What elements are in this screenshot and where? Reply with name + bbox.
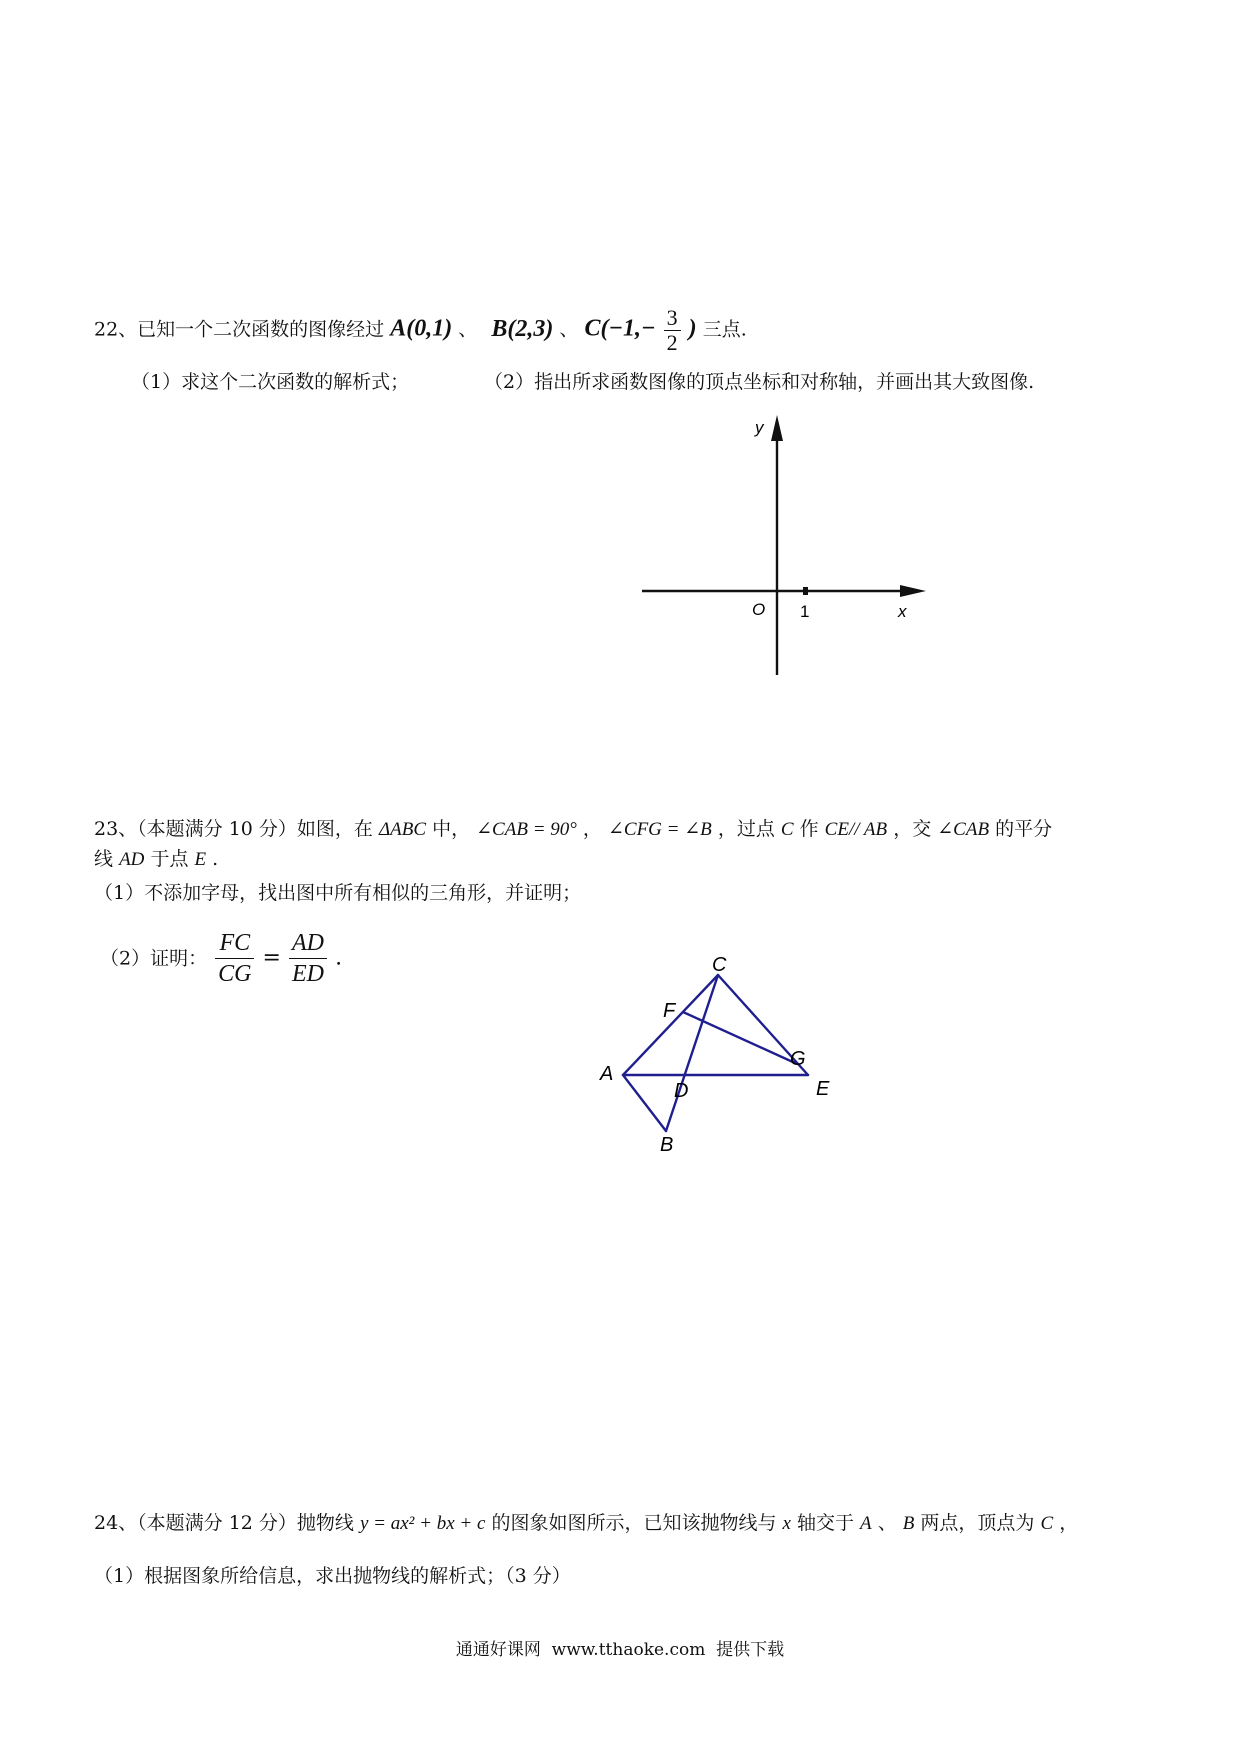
q22-point-a: A(0,1) xyxy=(390,315,453,342)
q22-statement xyxy=(94,306,747,355)
q23-line1-e: ，交 xyxy=(893,818,932,840)
q23-part1: （1）不添加字母，找出图中所有相似的三角形，并证明； xyxy=(94,882,582,904)
q23-angle-bisected: ∠CAB xyxy=(937,819,990,840)
q23-segment-fg xyxy=(683,1012,795,1063)
q24-line1-a: 24、（本题满分 12 分）抛物线 xyxy=(94,1512,354,1534)
q22-part2: （2）指出所求函数图像的顶点坐标和对称轴，并画出其大致图像. xyxy=(484,371,1035,393)
q23-triangle-figure xyxy=(590,955,870,1155)
q24-part1: （1）根据图象所给信息，求出抛物线的解析式；（3 分） xyxy=(94,1565,571,1587)
q23-line1-c: ，过点 xyxy=(717,818,775,840)
q22-origin-label: O xyxy=(752,600,766,619)
q23-angle-cfg: ∠CFG = ∠B xyxy=(607,819,712,840)
q23-fraction-fc-cg xyxy=(215,928,254,989)
q24-line1 xyxy=(94,1510,1078,1537)
q24-line1-b: 的图象如图所示，已知该抛物线与 xyxy=(491,1512,777,1534)
q23-frac1-num: FC xyxy=(219,930,251,956)
q22-point-c-suffix: ) xyxy=(688,315,697,342)
q22-y-arrowhead xyxy=(771,415,783,441)
q22-tick-label: 1 xyxy=(800,602,810,621)
q23-label-f: F xyxy=(663,1000,676,1022)
q22-intro: 22、已知一个二次函数的图像经过 xyxy=(94,318,385,341)
q24-point-b: B xyxy=(902,1513,915,1534)
q23-line1-a: 23、（本题满分 10 分）如图，在 xyxy=(94,818,373,840)
q23-frac2-den: ED xyxy=(289,958,327,989)
q23-line1-f: 的平分 xyxy=(995,818,1053,840)
q23-point-e: E xyxy=(194,849,207,870)
q24-point-c: C xyxy=(1040,1513,1054,1534)
q23-part2 xyxy=(100,928,342,989)
q23-angle-cab: ∠CAB = 90° xyxy=(476,819,577,840)
q23-line2-a: 线 xyxy=(94,848,114,870)
q22-sep1: 、 xyxy=(458,318,478,341)
q22-point-b: B(2,3) xyxy=(491,315,554,342)
q23-label-e: E xyxy=(816,1078,830,1100)
q22-tail: 三点. xyxy=(702,318,747,341)
q23-label-a: A xyxy=(600,1063,614,1085)
q23-line1-b: 中， xyxy=(432,818,471,840)
q24-point-a: A xyxy=(860,1513,872,1534)
q23-segment-ac xyxy=(623,975,718,1075)
q22-x-arrowhead xyxy=(900,585,926,597)
q22-point-c-num: 3 xyxy=(666,305,678,330)
q24-equation: y = ax² + bx + c xyxy=(359,1513,486,1534)
q23-segment-bc xyxy=(666,975,718,1131)
q23-segment-ab xyxy=(623,1075,666,1131)
q24-sep: 、 xyxy=(877,1512,897,1534)
q23-part2-prefix: （2）证明： xyxy=(100,947,208,970)
q22-sep2: 、 xyxy=(559,318,579,341)
q22-tick-1 xyxy=(803,587,808,595)
page-footer: 通通好课网 www.tthaoke.com 提供下载 xyxy=(455,1640,785,1660)
q23-part2-end: . xyxy=(335,945,343,971)
q23-line2-b: 于点 xyxy=(150,848,189,870)
q23-line2-c: . xyxy=(212,848,219,870)
q23-line1-d: 作 xyxy=(799,818,819,840)
q23-frac1-den: CG xyxy=(215,958,254,989)
q23-segment-ad: AD xyxy=(119,849,145,870)
q23-fraction-ad-ed xyxy=(289,928,327,989)
q22-x-label: x xyxy=(898,602,907,621)
q24-line1-d: 两点，顶点为 xyxy=(920,1512,1035,1534)
q22-point-c-den: 2 xyxy=(664,330,681,355)
q22-point-c-fraction xyxy=(664,306,681,355)
q23-sep1: ， xyxy=(582,818,602,840)
q23-line2 xyxy=(94,846,218,873)
q23-label-d: D xyxy=(674,1080,689,1102)
q24-x: x xyxy=(782,1513,791,1534)
q23-equals: = xyxy=(262,945,281,971)
q23-parallel: CE// AB xyxy=(824,819,888,840)
q23-point-c: C xyxy=(780,819,794,840)
q22-coordinate-graph xyxy=(630,405,940,685)
q23-label-g: G xyxy=(790,1048,806,1070)
q23-label-c: C xyxy=(712,955,727,976)
q23-triangle: ΔABC xyxy=(378,819,427,840)
q24-line1-c: 轴交于 xyxy=(796,1512,854,1534)
q23-label-b: B xyxy=(660,1134,674,1155)
q23-frac2-num: AD xyxy=(292,930,325,956)
q22-point-c-prefix: C(−1,− xyxy=(584,315,656,342)
q23-line1 xyxy=(94,816,1052,843)
q24-line1-e: ， xyxy=(1059,1512,1079,1534)
q22-part1: （1）求这个二次函数的解析式； xyxy=(131,371,410,393)
q22-y-label: y xyxy=(755,418,764,437)
